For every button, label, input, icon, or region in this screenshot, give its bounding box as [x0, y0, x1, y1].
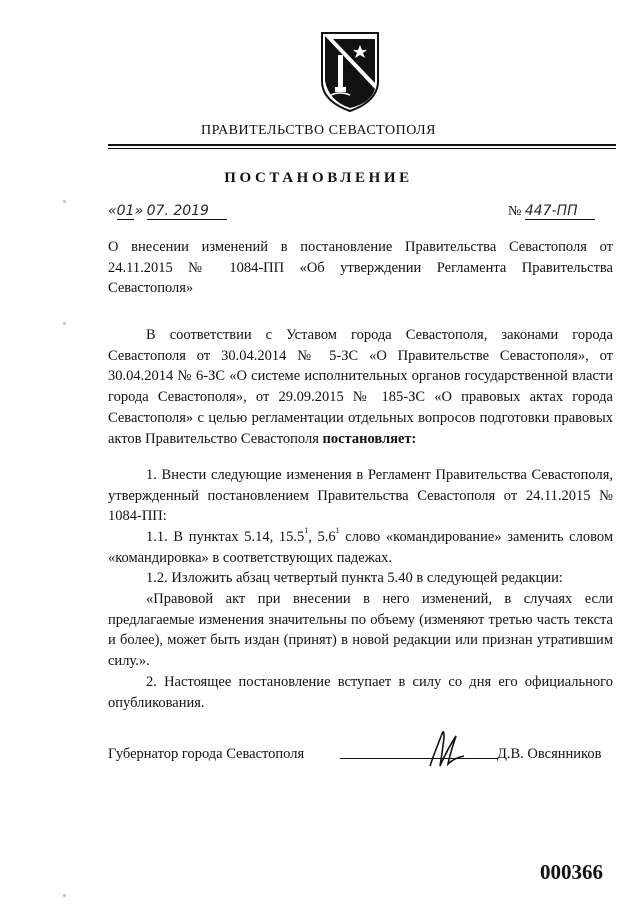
preamble-text: В соответствии с Уставом города Севастополя, законами города Севастополя от 30.04.2014 № 5-ЗС «О Правительстве Севастополя», от 30.04.2014 № 6-ЗС «О системе исполнительных органов государственной власти города Севастополя», от 29.09.2015 № 185-ЗС «О правовых актах города Севастополя» с целью регламентации отдельных вопросов подготовки правовых актов Правительство Севастополя [108, 327, 613, 447]
document-number [508, 203, 595, 220]
item-1-2: 1.2. Изложить абзац четвертый пункта 5.40 в следующей редакции: [146, 570, 563, 586]
handwritten-signature-icon [420, 724, 470, 772]
number-value: 447-ПП [525, 203, 595, 220]
date-month-year: 07. 2019 [147, 203, 227, 220]
margin-mark [63, 322, 66, 325]
preamble-resolution: постановляет: [322, 430, 417, 447]
signer-title: Губернатор города Севастополя [108, 746, 305, 762]
item-1-1-part-b: , 5.6 [308, 529, 336, 545]
item-1-1 [108, 527, 613, 568]
date-day: 01 [116, 203, 135, 219]
item-1: 1. Внести следующие изменения в Регламент Правительства Севастополя, утвержденный постановлением Правительства Севастополя от 24.11.2015 № 1084-ПП: [108, 467, 613, 525]
signature-line [340, 758, 498, 759]
item-1-1-part-c: слово «командирование» заменить словом «командировка» в соответствующих падежах. [108, 529, 613, 566]
quoted-paragraph: «Правовой акт при внесении в него изменений, в случаях если предлагаемые изменения значительны по объему (изменяют третью часть текста и более), может быть издан (принят) в новой редакции или признан утратившим силу.». [108, 591, 613, 670]
serial-number: 000366 [540, 860, 603, 884]
signer-name: Д.В. Овсянников [497, 746, 602, 762]
document-subject: О внесении изменений в постановление Правительства Севастополя от 24.11.2015 № 1084-ПП «Об утверждении Регламента Правительства Севастополя» [108, 239, 613, 297]
item-2: 2. Настоящее постановление вступает в силу со дня его официального опубликования. [108, 674, 613, 711]
coat-of-arms-icon [319, 29, 381, 113]
date-close-quote: » [134, 203, 144, 219]
margin-mark [63, 894, 66, 897]
number-sign: № [508, 204, 522, 219]
item-1-1-sup2: 1 [335, 526, 340, 535]
item-1-1-sup1: 1 [304, 526, 309, 535]
document-date [108, 203, 227, 220]
header-rule-thick [108, 144, 616, 146]
date-open-quote: « [108, 203, 117, 219]
item-1-1-part-a: 1.1. В пунктах 5.14, 15.5 [146, 529, 305, 545]
preamble-paragraph [108, 325, 613, 449]
header-rule-thin [108, 148, 616, 149]
margin-mark [63, 200, 66, 203]
document-type: ПОСТАНОВЛЕНИЕ [224, 170, 413, 186]
government-title: ПРАВИТЕЛЬСТВО СЕВАСТОПОЛЯ [200, 123, 437, 138]
